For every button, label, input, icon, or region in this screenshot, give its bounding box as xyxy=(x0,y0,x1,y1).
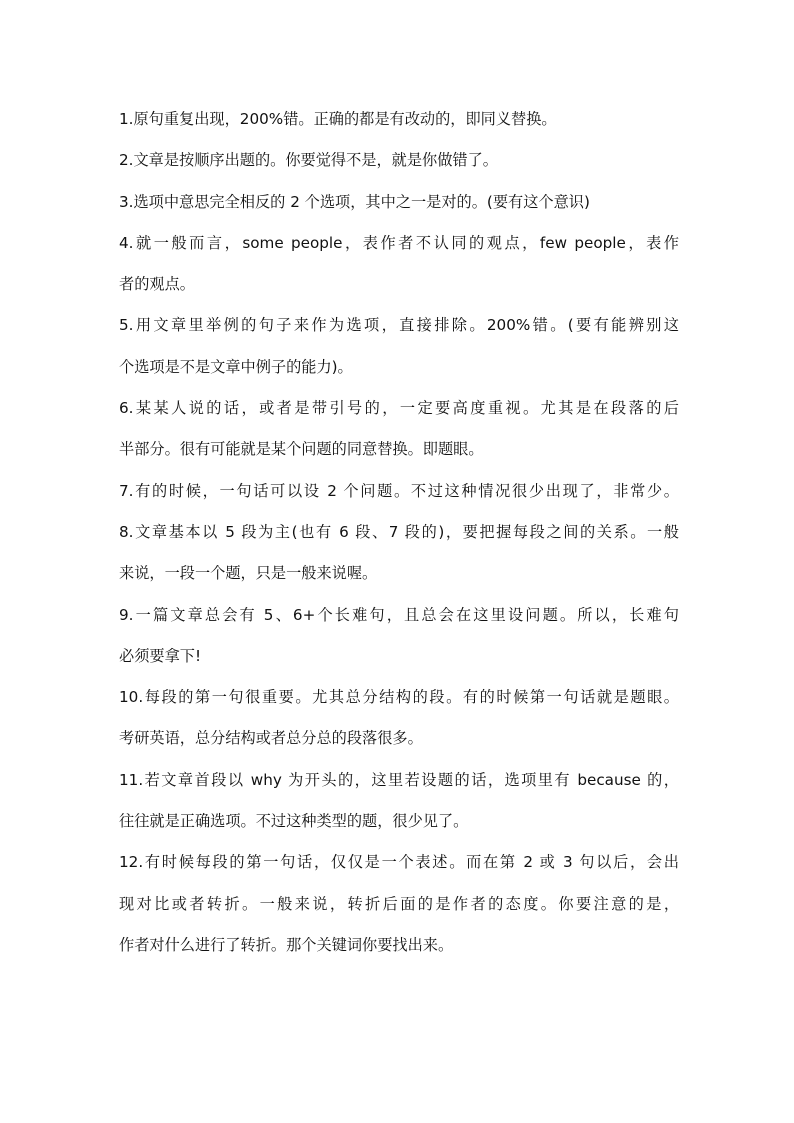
text-line: 5.用文章里举例的句子来作为选项，直接排除。200%错。(要有能辨别这 xyxy=(119,316,679,335)
text-line: 现对比或者转折。一般来说，转折后面的是作者的态度。你要注意的是， xyxy=(119,894,679,913)
text-line: 1.原句重复出现，200%错。正确的都是有改动的，即同义替换。 xyxy=(119,110,557,128)
text-line: 半部分。很有可能就是某个问题的同意替换。即题眼。 xyxy=(119,440,484,459)
text-line: 7.有的时候，一句话可以设 2 个问题。不过这种情况很少出现了，非常少。 xyxy=(119,481,679,500)
text-line: 作者对什么进行了转折。那个关键词你要找出来。 xyxy=(119,935,454,954)
text-line: 6.某某人说的话，或者是带引号的，一定要高度重视。尤其是在段落的后 xyxy=(119,399,679,418)
text-line: 3.选项中意思完全相反的 2 个选项，其中之一是对的。(要有这个意识) xyxy=(119,192,590,211)
text-line: 11.若文章首段以 why 为开头的，这里若设题的话，选项里有 because 的， xyxy=(119,770,679,789)
text-line: 来说，一段一个题，只是一般来说喔。 xyxy=(119,564,378,583)
text-line: 10.每段的第一句很重要。尤其总分结构的段。有的时候第一句话就是题眼。 xyxy=(119,688,679,707)
text-line: 者的观点。 xyxy=(119,275,195,294)
text-line: 12.有时候每段的第一句话，仅仅是一个表述。而在第 2 或 3 句以后，会出 xyxy=(119,853,679,872)
text-line: 9.一篇文章总会有 5、6+个长难句，且总会在这里设问题。所以，长难句 xyxy=(119,605,679,624)
document-body xyxy=(119,106,679,973)
text-line: 必须要拿下! xyxy=(119,646,202,665)
text-line: 往往就是正确选项。不过这种类型的题，很少见了。 xyxy=(119,812,469,831)
text-line: 4.就一般而言，some people，表作者不认同的观点，few people，表作 xyxy=(119,233,679,252)
text-line: 考研英语，总分结构或者总分总的段落很多。 xyxy=(119,729,423,748)
text-line: 8.文章基本以 5 段为主(也有 6 段、7 段的)，要把握每段之间的关系。一般 xyxy=(119,522,679,541)
text-line: 个选项是不是文章中例子的能力)。 xyxy=(119,357,353,376)
text-line: 2.文章是按顺序出题的。你要觉得不是，就是你做错了。 xyxy=(119,151,498,170)
